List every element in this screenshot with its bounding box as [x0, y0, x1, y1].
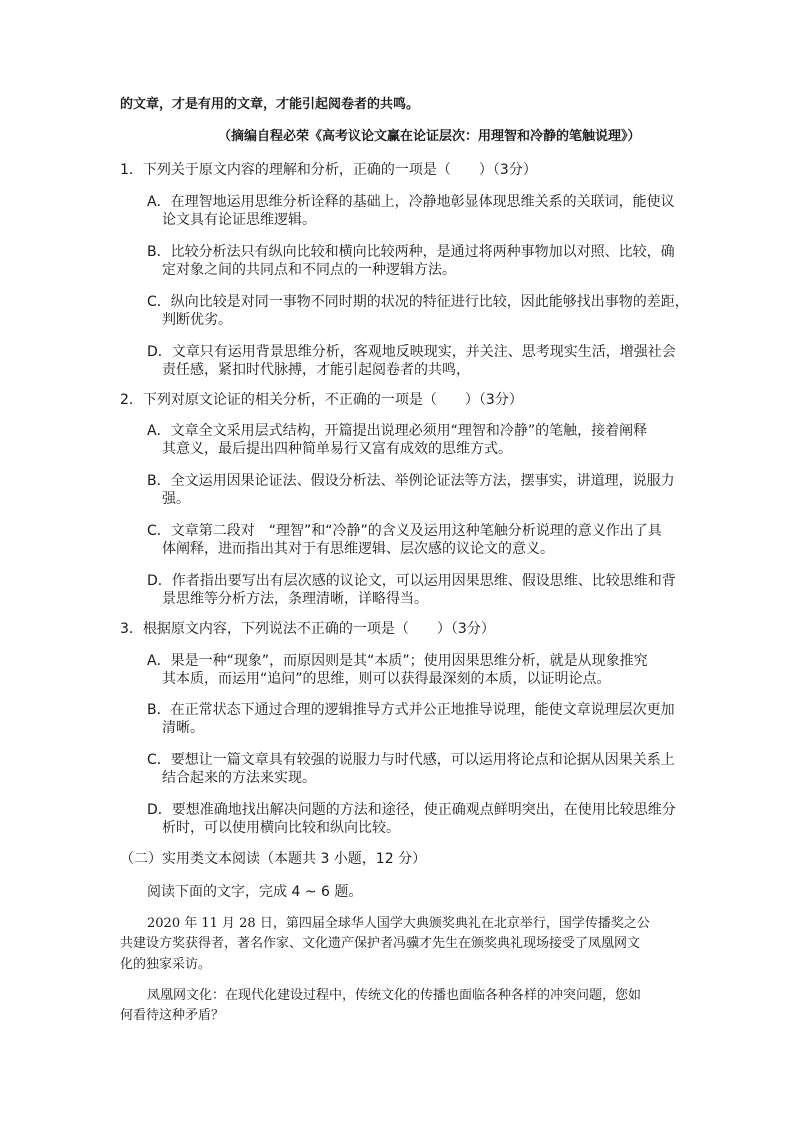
question-3-option-a-cont: 其本质，而运用“追问”的思维，则可以获得最深刻的本质，以证明论点。 [162, 671, 611, 687]
question-3-option-d-cont: 析时，可以使用横向比较和纵向比较。 [162, 820, 400, 836]
question-2-option-d-cont: 景思维等分析方法，条理清晰，详略得当。 [162, 591, 428, 607]
question-1-option-b: B．比较分析法只有纵向比较和横向比较两种，是通过将两种事物加以对照、比较，确 [147, 244, 675, 260]
passage-paragraph-1-cont: 共建设方奖获得者，著名作家、文化遗产保护者冯骥才先生在颁奖典礼现场接受了凤凰网文 [120, 936, 641, 951]
question-1-option-a: A．在理智地运用思维分析诠释的基础上，冷静地彰显体现思维关系的关联词，能使议 [147, 194, 675, 210]
passage-paragraph-2-end: 何看待这种矛盾？ [120, 1008, 225, 1023]
section-heading: （二）实用类文本阅读（本题共 3 小题，12 分） [120, 851, 427, 867]
question-1-option-d: D．文章只有运用背景思维分析，客观地反映现实，并关注、思考现实生活，增强社会 [147, 344, 676, 360]
passage-paragraph-1: 2020 年 11 月 28 日，第四届全球华人国学大典颁奖典礼在北京举行，国学传播奖之公 [147, 916, 650, 931]
question-2-option-c: C．文章第二段对 “理智”和“冷静”的含义及运用这种笔触分析说理的意义作出了具 [147, 523, 662, 539]
question-2-option-c-cont: 体阐释，进而指出其对于有思维逻辑、层次感的议论文的意义。 [162, 541, 554, 557]
question-3-option-c-cont: 结合起来的方法来实现。 [162, 770, 316, 786]
question-1-option-c-cont: 判断优劣。 [162, 312, 232, 328]
question-2-option-a: A．文章全文采用层式结构，开篇提出说理必须用“理智和冷静”的笔触，接着阐释 [147, 423, 648, 439]
question-2-option-d: D．作者指出要写出有层次感的议论文，可以运用因果思维、假设思维、比较思维和背 [147, 573, 676, 589]
question-3-option-a: A．果是一种“现象”，而原因则是其“本质”；使用因果思维分析，就是从现象推究 [147, 653, 648, 669]
passage-paragraph-1-end: 化的独家采访。 [120, 957, 212, 972]
question-2-option-b: B．全文运用因果论证法、假设分析法、举例论证法等方法，摆事实，讲道理，说服力 [147, 473, 675, 489]
question-3-option-b-cont: 清晰。 [162, 720, 204, 736]
question-3-option-d: D．要想准确地找出解决问题的方法和途径，使正确观点鲜明突出，在使用比较思维分 [147, 802, 676, 818]
question-3-option-b: B．在正常状态下通过合理的逻辑推导方式并公正地推导说理，能使文章说理层次更加 [147, 702, 675, 718]
question-3-option-c: C．要想让一篇文章具有较强的说服力与时代感，可以运用将论点和论据从因果关系上 [147, 752, 675, 768]
intro-line: 的文章，才是有用的文章，才能引起阅卷者的共鸣。 [120, 97, 420, 112]
question-3-stem: 3．根据原文内容，下列说法不正确的一项是（ ）（3分） [120, 621, 495, 637]
passage-paragraph-2: 凤凰网文化：在现代化建设过程中，传统文化的传播也面临各种各样的冲突问题，您如 [147, 988, 642, 1003]
section-instruction: 阅读下面的文字，完成 4 ~ 6 题。 [147, 884, 363, 900]
question-1-option-c: C．纵向比较是对同一事物不同时期的状况的特征进行比较，因此能够找出事物的差距， [147, 294, 689, 310]
question-1-option-b-cont: 定对象之间的共同点和不同点的一种逻辑方法。 [162, 262, 456, 278]
question-1-option-d-cont: 责任感，紧扣时代脉搏，才能引起阅卷者的共鸣， [162, 362, 470, 378]
question-2-option-b-cont: 强。 [162, 491, 190, 507]
question-2-option-a-cont: 其意义，最后提出四种简单易行又富有成效的思维方式。 [162, 441, 512, 457]
question-2-stem: 2．下列对原文论证的相关分析，不正确的一项是（ ）（3分） [120, 392, 523, 408]
question-1-stem: 1．下列关于原文内容的理解和分析，正确的一项是（ ）（3分） [120, 162, 537, 178]
question-1-option-a-cont: 论文具有论证思维逻辑。 [162, 212, 316, 228]
source-citation: （摘编自程必荣《高考议论文赢在论证层次：用理智和冷静的笔触说理》） [218, 129, 641, 144]
